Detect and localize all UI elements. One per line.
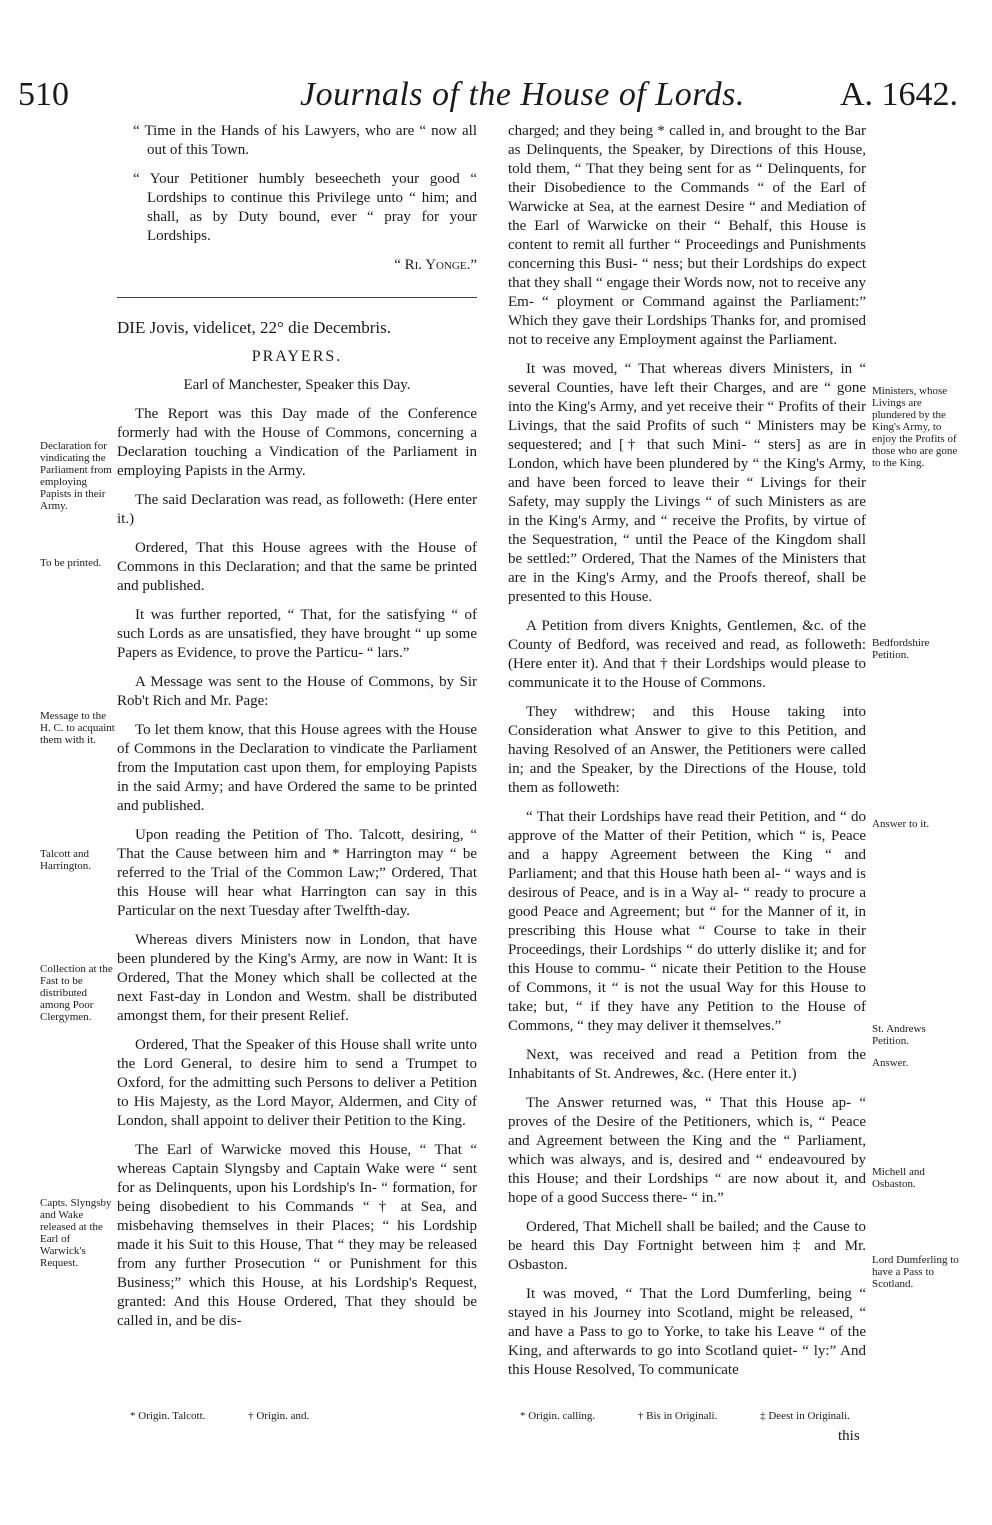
paragraph: The Report was this Day made of the Conference formerly had with the House of Commons, concerning a Declaration touching a Vindication of the Parliament in employing Papists in the Army. [117,406,477,479]
footnote: † Bis in Originali. [637,1410,718,1422]
footnote: * Origin. calling. [520,1410,596,1422]
die-heading: DIE Jovis, videlicet, 22° die Decembris. [117,318,392,337]
paragraph: The Answer returned was, “ That this House ap- “ proves of the Desire of the Petitioners, which is, “ Peace and Agreement between the King and the “ Parliament, which was always, and is, desired and “ endeavoured by this House; and their Lordships “ are now about it, and hope of a good Success there- “ in.” [508,1095,866,1206]
page-number: 510 [18,76,69,113]
prayers-heading: PRAYERS. [251,348,343,365]
right-column [508,122,866,1390]
left-footnotes [130,1410,349,1422]
margin-note: Collection at the Fast to be distributed among Poor Clergymen. [40,963,113,1023]
margin-note: Lord Dumferling to have a Pass to Scotland. [872,1254,959,1290]
catchword: this [838,1428,860,1444]
footnote: † Origin. and. [248,1410,310,1422]
footnote: ‡ Deest in Originali. [760,1410,850,1422]
signature: “ Ri. Yonge.” [394,257,477,273]
section-divider [117,297,477,298]
margin-note: Answer to it. [872,818,930,830]
margin-note: Capts. Slyngsby and Wake released at the Earl of Warwick's Request. [40,1197,112,1269]
margin-note: Talcott and Harrington. [40,848,92,872]
margin-note: Answer. [872,1057,909,1069]
paragraph: Upon reading the Petition of Tho. Talcott, desiring, “ That the Cause between him and * Harrington may “ be referred to the Trial of the Common Law;” Ordered, That this House will hear what Harrington can say in this Particular on the next Tuesday after Twelfth-day. [117,827,477,919]
margin-note: St. Andrews Petition. [872,1023,926,1047]
page-year: A. 1642. [840,76,959,113]
margin-note: Declaration for vindicating the Parliament from employing Papists in their Army. [40,440,112,512]
paragraph: charged; and they being * called in, and brought to the Bar as Delinquents, the Speaker, by Directions of this House, told them, “ That they being sent for as “ Delinquents, for their Disobedience to the Commands “ of the Earl of Warwicke at Sea, at the earnest Desire “ and Mediation of the Earl of Warwicke on their “ Behalf, this House is content to remit all further “ Proceedings and Punishments concerning this Busi- “ ness; but their Lordships do expect that they shall “ engage their Words now, not to receive any Em- “ ployment or Command against the Parliament:” Which they gave their Lordships Thanks for, and promised not to receive any Employment against the Parliament. [508,123,866,348]
margin-note: Ministers, whose Livings are plundered by the King's Army, to enjoy the Profits of those who are gone to the King. [872,385,958,469]
petition-line: “ Your Petitioner humbly beseecheth your good “ Lordships to continue this Privilege unto “ him; and shall, as by Duty bound, ever “ pray for your Lordships. [133,171,477,244]
margin-note: Message to the H. C. to acquaint them with it. [40,710,115,746]
page-title: Journals of the House of Lords. [300,76,745,113]
paragraph: To let them know, that this House agrees with the House of Commons in the Declaration to vindicate the Parliament from the Imputation cast upon them, for employing Papists in the said Army; and have Ordered the same to be printed and published. [117,722,477,814]
paragraph: It was moved, “ That the Lord Dumferling, being “ stayed in his Journey into Scotland, might be released, “ and have a Pass to go to Yorke, to take his Leave “ of the King, and afterwards to go into Scotland quiet- “ ly:” And this House Resolved, To communicate [508,1286,866,1378]
speaker-line: Earl of Manchester, Speaker this Day. [183,377,411,393]
right-footnotes [520,1410,890,1422]
paragraph: It was further reported, “ That, for the satisfying “ of such Lords as are unsatisfied, they have brought “ up some Papers as Evidence, to prove the Particu- “ lars.” [117,607,477,661]
paragraph: Ordered, That this House agrees with the House of Commons in this Declaration; and that the same be printed and published. [117,540,477,594]
margin-note: Michell and Osbaston. [872,1166,925,1190]
paragraph: It was moved, “ That whereas divers Ministers, in “ several Counties, have left their Charges, and are “ gone into the King's Army, and yet receive their “ Profits of their Livings, that the said Profits of such “ Ministers may be sequestered; and [† that such Mini- “ sters] as are in London, which have been plundered by “ the King's Army, and have been forced to leave their “ Livings for their Safety, may supply the Livings “ of such Ministers as are in the King's Army, and “ receive the Profits, by virtue of the Sequestration, “ until the Peace of the Kingdom shall be settled:” Ordered, That the Names of the Ministers that are in the King's Army, and the Proofs thereof, shall be presented to this House. [508,361,866,605]
paragraph: Ordered, That the Speaker of this House shall write unto the Lord General, to desire him to send a Trumpet to Oxford, for the admitting such Persons to deliver a Petition to His Majesty, as the Lord Mayor, Aldermen, and City of London, shall appoint to deliver their Petition to the King. [117,1037,477,1129]
left-column [117,122,477,1341]
paragraph: A Message was sent to the House of Commons, by Sir Rob't Rich and Mr. Page: [117,674,477,709]
paragraph: A Petition from divers Knights, Gentlemen, &c. of the County of Bedford, was received and read, as followeth: (Here enter it). And that † their Lordships would please to communicate it to the House of Commons. [508,618,866,691]
footnote: * Origin. Talcott. [130,1410,206,1422]
paragraph: They withdrew; and this House taking into Consideration what Answer to give to this Petition, and having Resolved of an Answer, the Petitioners were called in; and the Speaker, by the Directions of the House, told them as followeth: [508,704,866,796]
paragraph: Ordered, That Michell shall be bailed; and the Cause to be heard this Day Fortnight between him ‡ and Mr. Osbaston. [508,1219,866,1273]
paragraph: “ That their Lordships have read their Petition, and “ do approve of the Matter of their Petition, which “ is, Peace and a happy Agreement between the King “ and Parliament; and that this House hath been al- “ ways and is desirous of Peace, and is in a Way al- “ ready to procure a good Peace and Agreement; but “ for the Manner of it, in prescribing this House what “ Course to take in their Proceedings, their Lordships “ do utterly dislike it; and for this House to commu- “ nicate their Petition to the House of Commons, it “ is not the usual Way for this House to take; but, “ if they have any Petition to the House of Commons, “ they may deliver it themselves.” [508,809,866,1034]
paragraph: The said Declaration was read, as followeth: (Here enter it.) [117,492,477,527]
paragraph: Next, was received and read a Petition from the Inhabitants of St. Andrewes, &c. (Here enter it.) [508,1047,866,1082]
paragraph: The Earl of Warwicke moved this House, “ That “ whereas Captain Slyngsby and Captain Wake were “ sent for as Delinquents, upon his Lordship's In- “ formation, for being disobedient to his Commands “ † at Sea, and misbehaving themselves in their Places; “ his Lordship made it his Suit to this House, That “ they may be released from any further Prosecution “ or Punishment for this Business;” which this House, at his Lordship's Request, granted: And this House Ordered, That they should be called in, and be dis- [117,1142,477,1329]
petition-line: “ Time in the Hands of his Lawyers, who are “ now all out of this Town. [133,123,477,158]
paragraph: Whereas divers Ministers now in London, that have been plundered by the King's Army, are now in Want: It is Ordered, That the Money which shall be collected at the next Fast-day in London and Westm. shall be distributed amongst them, for their present Relief. [117,932,477,1024]
margin-note: To be printed. [40,557,102,569]
margin-note: Bedfordshire Petition. [872,637,930,661]
